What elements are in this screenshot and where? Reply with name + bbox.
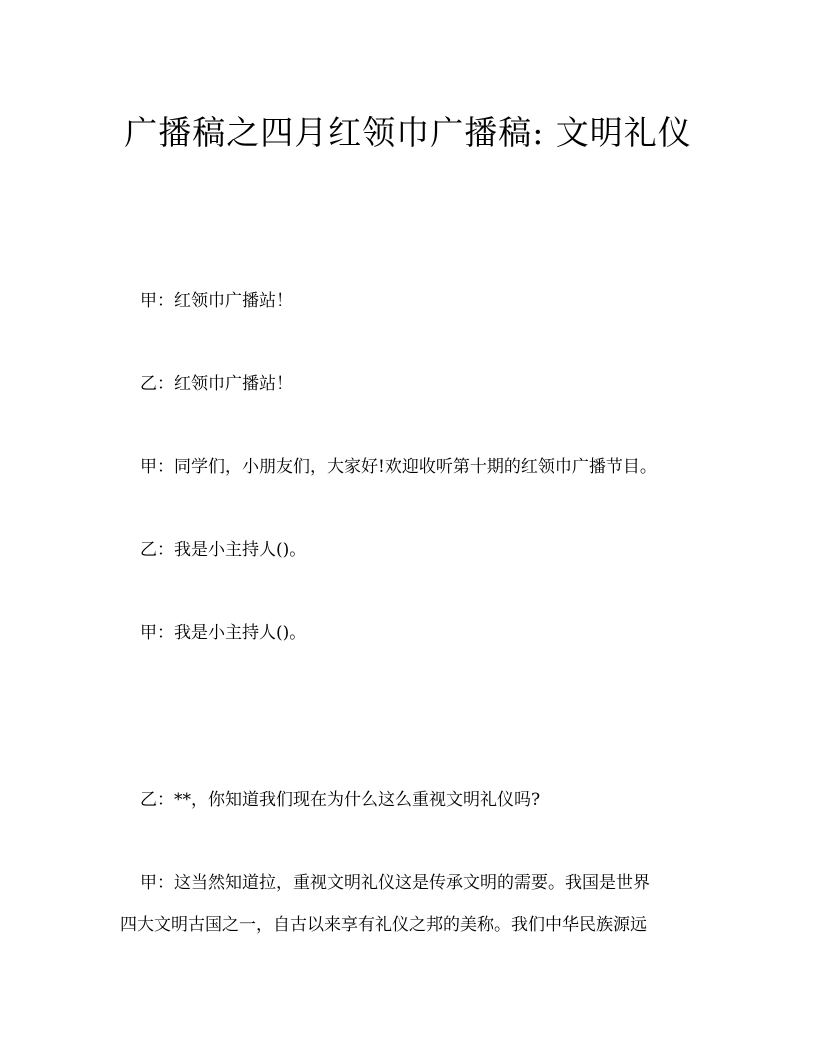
dialogue-line: 甲：这当然知道拉，重视文明礼仪这是传承文明的需要。我国是世界 — [140, 873, 650, 893]
dialogue-line: 甲：红领巾广播站！ — [140, 291, 293, 311]
dialogue-line: 乙：红领巾广播站！ — [140, 374, 293, 394]
dialogue-line: 乙：**，你知道我们现在为什么这么重视文明礼仪吗? — [140, 790, 541, 810]
dialogue-line-continuation: 四大文明古国之一，自古以来享有礼仪之邦的美称。我们中华民族源远 — [120, 915, 647, 935]
dialogue-line: 甲：我是小主持人()。 — [140, 623, 307, 643]
dialogue-line: 甲：同学们，小朋友们，大家好!欢迎收听第十期的红领巾广播节目。 — [140, 457, 657, 477]
dialogue-line: 乙：我是小主持人()。 — [140, 540, 307, 560]
document-title: 广播稿之四月红领巾广播稿: 文明礼仪 — [124, 113, 692, 152]
